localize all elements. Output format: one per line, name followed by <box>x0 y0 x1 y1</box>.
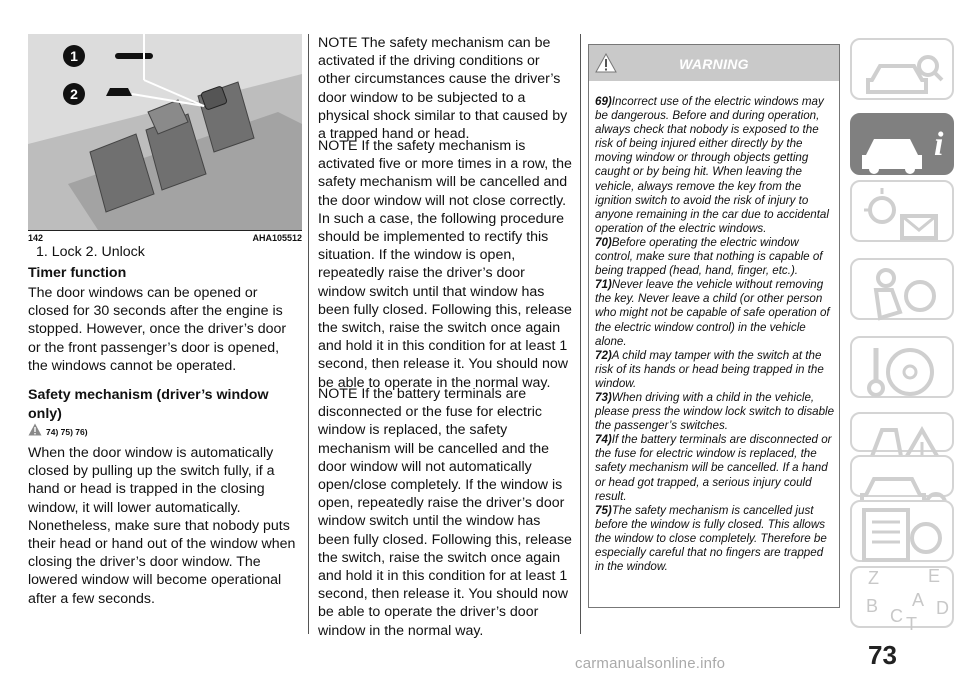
warning-title: WARNING <box>679 56 749 72</box>
chapter-tab-car-search[interactable] <box>850 38 954 100</box>
warning-item <box>595 236 835 278</box>
warning-item-number: 74) <box>595 433 612 447</box>
warning-item <box>595 278 835 348</box>
warning-header <box>589 45 839 81</box>
warning-list <box>589 81 839 574</box>
steering-wheel-icon <box>852 334 952 404</box>
chapter-tab-specifications[interactable] <box>850 500 954 562</box>
warning-item-text: A child may tamper with the switch at the risk of its hands or head being trapped in the window. <box>595 348 824 390</box>
chapter-tab-road-warning[interactable] <box>850 412 954 452</box>
figure-ref-code: AHA105512 <box>252 233 302 243</box>
warning-item-number: 70) <box>595 235 612 249</box>
note-battery: NOTE If the battery terminals are disconnected or the fuse for electric window is replaced, the safety mechanism will be cancelled and the door window will not automatically open/close completely. If the window is open, repeatedly raise the driver’s door window switch until the window has been fully closed. Following this, release the switch, raise the switch once again and hold it in this condition for at least 1 second, then release it. You should now be able to operate the driver’s door window in the normal way. <box>318 386 572 639</box>
figure-ref-number: 142 <box>28 233 44 243</box>
index-letter: A <box>912 590 925 610</box>
warning-triangle-icon <box>28 423 42 436</box>
chapter-tabs <box>850 0 960 678</box>
chapter-tab-car-info[interactable] <box>850 113 954 175</box>
chapter-tab-steering-wheel[interactable] <box>850 336 954 398</box>
timer-text: The door windows can be opened or closed for 30 seconds after the engine is stopped. However, once the driver’s door or the front passenger’s door is opened, the windows cannot be operated. <box>28 285 287 374</box>
safety-heading: Safety mechanism (driver’s window only) <box>28 387 269 422</box>
page-number: 73 <box>868 640 897 670</box>
warning-lights-icon <box>852 178 952 248</box>
warning-item-text: When driving with a child in the vehicle, please press the window lock switch to disable the passenger’s switches. <box>595 390 835 433</box>
index-letter: D <box>936 598 949 618</box>
index-letter: E <box>928 566 941 586</box>
callout-2: 2 <box>70 86 78 102</box>
warning-item-number: 73) <box>595 390 612 404</box>
warning-item <box>595 391 835 433</box>
warning-item <box>595 95 835 236</box>
index-icon <box>852 564 952 634</box>
safety-text: When the door window is automatically closed by pulling up the switch fully, if a hand or head is trapped in the closing window, it will lower automatically. Nonetheless, make sure that nobody puts their head or hand out of the window when closing the driver’s door window. The lowered window will become operational after a few seconds. <box>28 445 296 607</box>
note-shock: NOTE The safety mechanism can be activated if the driving conditions or other circumstances cause the driver’s door window to be subjected to a physical shock similar to that caused by a trapped hand or head. <box>318 35 568 143</box>
warning-item-number: 71) <box>595 278 612 292</box>
warning-item <box>595 504 835 574</box>
chapter-tab-airbag[interactable] <box>850 258 954 320</box>
warning-item-number: 69) <box>595 95 612 108</box>
warning-item-number: 75) <box>595 503 612 517</box>
warning-item-text: The safety mechanism is cancelled just before the window is fully closed. This allows the window to close completely. Therefore be especially careful that no fingers are trapped in the window. <box>595 503 827 574</box>
window-switch-illustration <box>28 34 302 230</box>
warning-item-number: 72) <box>595 348 612 362</box>
airbag-icon <box>852 256 952 326</box>
warning-item-text: If the battery terminals are disconnected or the fuse for electric window is replaced, the safety mechanism will be cancelled. If a hand or head got trapped, a serious injury could result. <box>595 433 832 503</box>
chapter-tab-warning-lights[interactable] <box>850 180 954 242</box>
callout-1: 1 <box>70 48 78 64</box>
chapter-tab-car-service[interactable] <box>850 455 954 497</box>
figure-footer <box>28 230 302 243</box>
index-letter: C <box>890 606 903 626</box>
safety-ref-numbers: 74) 75) 76) <box>46 427 88 437</box>
chapter-tab-index[interactable] <box>850 566 954 634</box>
specifications-icon <box>852 498 952 568</box>
warning-item-text: Never leave the vehicle without removing the key. Never leave a child (or other person who might not be capable of safe operation of the electric window control) in the vehicle alone. <box>595 278 830 348</box>
column-divider-1 <box>308 34 309 634</box>
warning-item-text: Before operating the electric window control, make sure that nothing is capable of being trapped (head, hand, finger, etc.). <box>595 235 823 278</box>
window-switch-figure <box>28 34 302 230</box>
column-divider-2 <box>580 34 581 634</box>
warning-item <box>595 433 835 503</box>
index-letter: B <box>866 596 879 616</box>
svg-text:i: i <box>934 126 944 163</box>
watermark: carmanualsonline.info <box>575 655 726 672</box>
warning-box <box>588 44 840 608</box>
index-letter: T <box>906 614 917 634</box>
car-info-icon <box>852 111 952 181</box>
index-letter: Z <box>868 568 879 588</box>
note-five-times: NOTE If the safety mechanism is activated five or more times in a row, the safety mechanism will be cancelled and the door window will not close correctly. In such a case, the following procedure should be implemented to rectify this situation. If the window is open, repeatedly raise the driver’s door window switch until that window has been fully closed. Following this, release the switch, raise the switch once again and hold it in this condition for at least 1 second, then release it. You should now be able to operate in the normal way. <box>318 138 572 391</box>
warning-item-text: Incorrect use of the electric windows may be dangerous. Before and during operation, always check that nobody is exposed to the risk of being injured either directly by the moving window or through objects getting caught or by being hit. When leaving the vehicle, always remove the key from the ignition switch to avoid the risk of injury to anyone remaining in the car due to accidental operation of the electric windows. <box>595 95 829 235</box>
timer-heading: Timer function <box>28 265 127 281</box>
figure-caption: 1. Lock 2. Unlock <box>36 244 145 260</box>
warning-item <box>595 349 835 391</box>
car-search-icon <box>852 36 952 106</box>
